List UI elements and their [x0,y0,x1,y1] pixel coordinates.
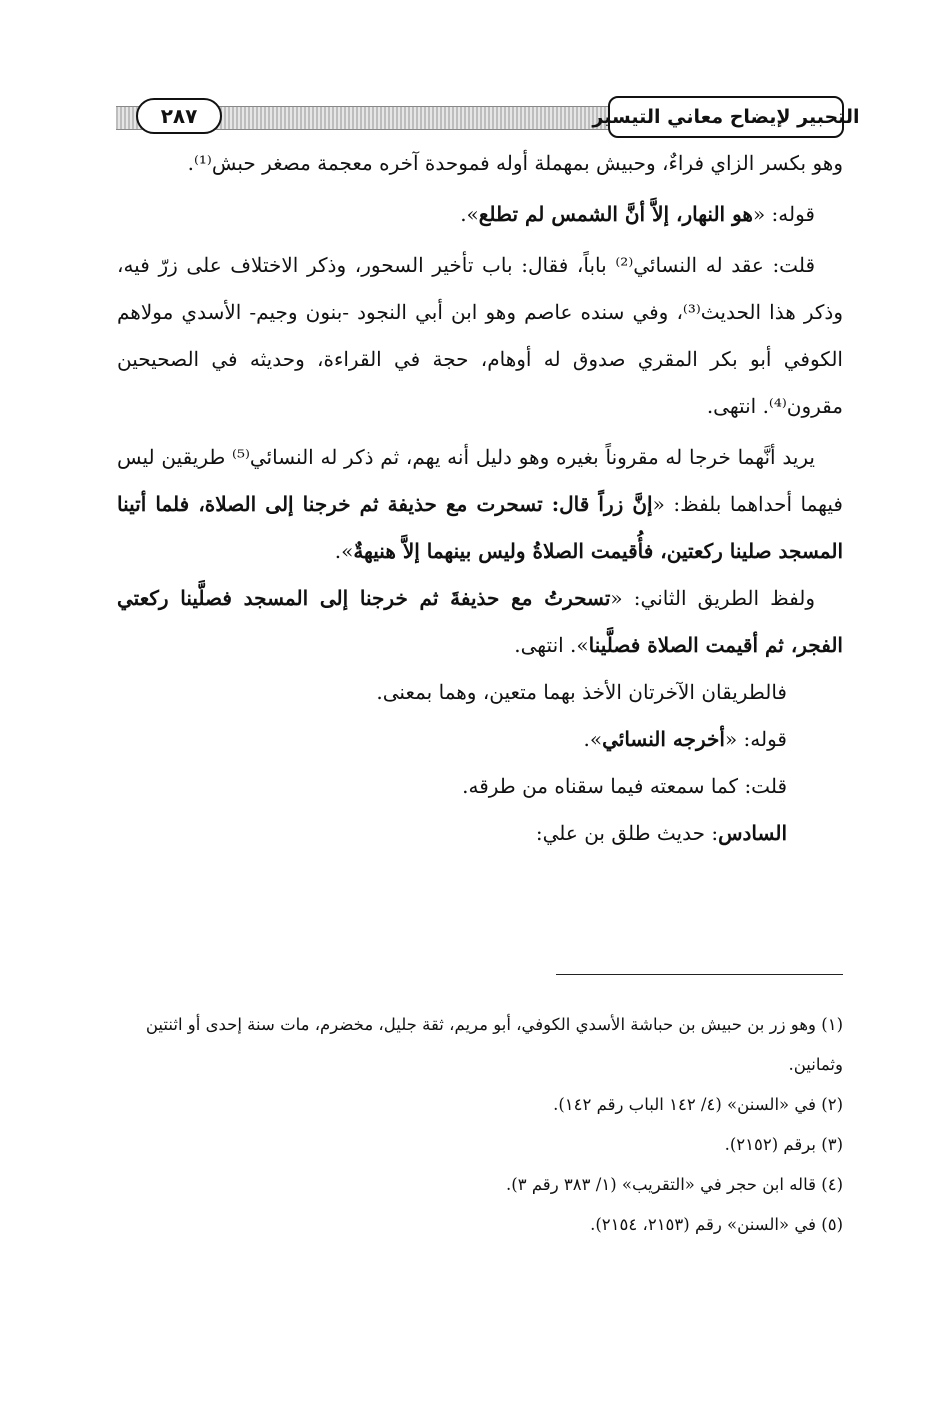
paragraph-1: وهو بكسر الزاي فراءٌ، وحبيش بمهملة أوله فموحدة آخره معجمة مصغر حبش⁽¹⁾. [187,151,843,175]
quote-suffix: ». [583,727,603,751]
hadith-quote: إنَّ زراً قال: تسحرت مع حذيفة ثم خرجنا إلى الصلاة، فلما أتينا المسجد صلينا ركعتين، فأُقيمت الصلاةُ وليس بينهما إلاَّ هنيهةٌ [117,492,843,563]
book-title-frame [592,96,860,138]
hadith-quote: تسحرتُ مع حذيفةَ ثم خرجنا إلى المسجد فصلَّينا ركعتي الفجر، ثم أقيمت الصلاة فصلَّينا [117,586,843,657]
paragraph-9 [117,810,787,857]
quote-prefix: ولفظ الطريق الثاني: « [610,586,815,610]
quote-prefix: قوله: « [752,202,815,226]
page-header [116,96,860,144]
page-number-frame [136,98,222,134]
paragraph-2 [117,191,843,238]
quote-prefix: قوله: « [724,727,787,751]
paragraph-4 [117,434,843,575]
paragraph-7 [117,716,787,763]
footnote-separator [556,974,843,975]
paragraph-6: فالطريقان الآخرتان الأخذ بهما متعين، وهما بمعنى. [376,680,787,704]
paragraph-5 [117,575,843,669]
book-title: التحبير لإيضاح معاني التيسير [592,106,860,128]
paragraph-3: قلت: عقد له النسائي⁽²⁾ باباً، فقال: باب تأخير السحور، وذكر الاختلاف على زرّ فيه، وذكر هذا الحديث⁽³⁾، وفي سنده عاصم وهو ابن أبي النجود -بنون وجيم- الأسدي مولاهم الكوفي أبو بكر المقري صدوق له أوهام، حجة في القراءة، وحديثه في الصحيحين مقرون⁽⁴⁾. انتهى. [117,253,843,418]
page-number: ٢٨٧ [160,104,198,128]
section-heading-rest: : حديث طلق بن علي: [535,821,719,845]
footnote-5: (٥) في «السنن» رقم (٢١٥٣، ٢١٥٤). [590,1215,843,1234]
hadith-quote: أخرجه النسائي [602,727,725,751]
footnote-4: (٤) قاله ابن حجر في «التقريب» (١/ ٣٨٣ رقم ٣). [506,1175,843,1194]
paragraph-8: قلت: كما سمعته فيما سقناه من طرقه. [462,774,787,798]
main-text [117,140,843,857]
section-heading: السادس [718,821,787,845]
footnote-3: (٣) برقم (٢١٥٢). [724,1135,843,1154]
quote-suffix: ». انتهى. [514,633,589,657]
hadith-quote: هو النهار، إلاَّ أنَّ الشمس لم تطلع [478,202,753,226]
footnote-2: (٢) في «السنن» (٤/ ١٤٢ الباب رقم ١٤٢). [553,1095,843,1114]
quote-suffix: ». [334,539,354,563]
quote-prefix: يريد أنَّهما خرجا له مقروناً بغيره وهو دليل أنه يهم، ثم ذكر له النسائي⁽⁵⁾ طريقين ليس فيهما أحداهما بلفظ: « [117,445,843,516]
quote-suffix: ». [460,202,479,226]
footnote-1: (١) وهو زر بن حبيش بن حباشة الأسدي الكوفي، أبو مريم، ثقة جليل، مخضرم، مات سنة إحدى أو اثنتين وثمانين. [145,1015,843,1074]
footnotes [117,1005,843,1245]
